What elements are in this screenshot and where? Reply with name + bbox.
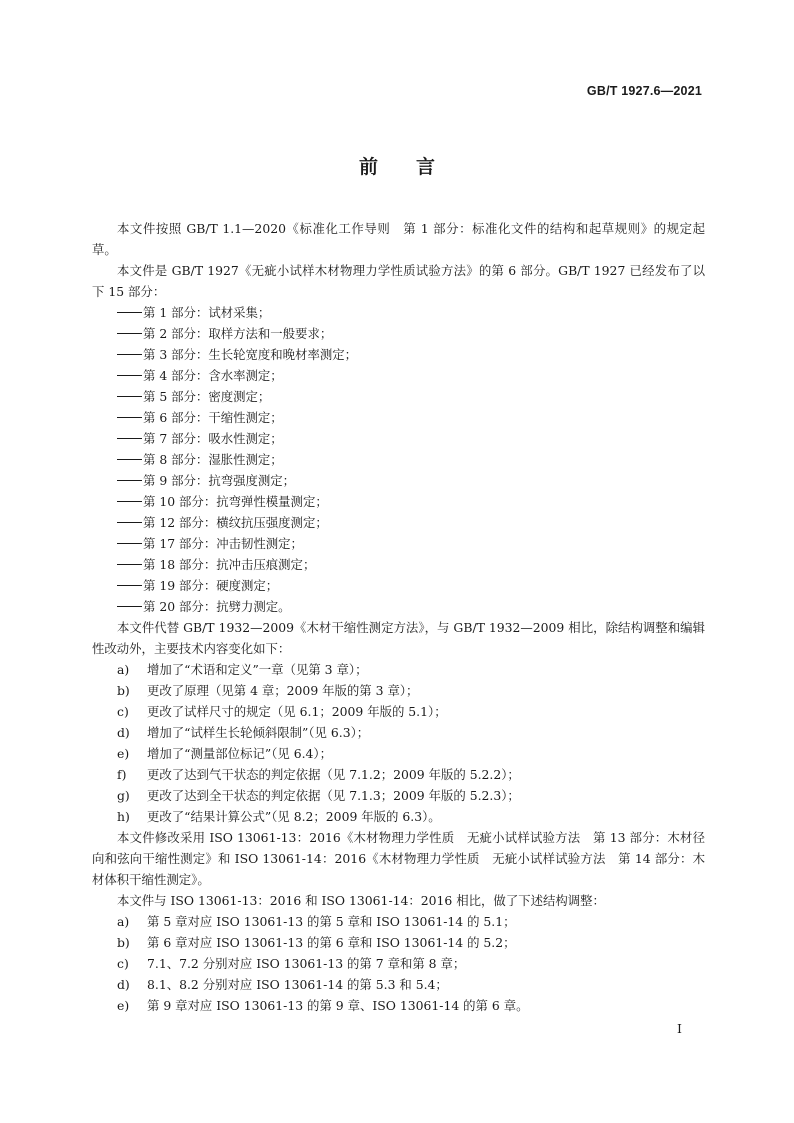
list-item: 第 17 部分：冲击韧性测定；	[92, 533, 705, 554]
list-item: 第 10 部分：抗弯弹性模量测定；	[92, 491, 705, 512]
list-item: a) 增加了“术语和定义”一章（见第 3 章）；	[117, 662, 368, 677]
paragraph-iso-adoption: 本文件修改采用 ISO 13061-13：2016《木材物理力学性质 无疵小试样试验方法 第 13 部分：木材径向和弦向干缩性测定》和 ISO 13061-14：2016《木材物理力学性质 无疵小试样试验方法 第 14 部分：木材体积干缩性测定》。	[92, 830, 705, 887]
list-item: 第 7 部分：吸水性测定；	[92, 428, 705, 449]
changes-list	[92, 659, 705, 827]
paragraph-replaces: 本文件代替 GB/T 1932—2009《木材干缩性测定方法》，与 GB/T 1932—2009 相比，除结构调整和编辑性改动外，主要技术内容变化如下：	[92, 620, 705, 656]
list-item: b) 更改了原理（见第 4 章；2009 年版的第 3 章）；	[117, 683, 419, 698]
paragraph-structure-adjustments: 本文件与 ISO 13061-13：2016 和 ISO 13061-14：2016 相比，做了下述结构调整：	[117, 893, 605, 908]
list-item: 第 1 部分：试材采集；	[92, 302, 705, 323]
list-item: 第 18 部分：抗冲击压痕测定；	[92, 554, 705, 575]
list-item: e) 第 9 章对应 ISO 13061-13 的第 9 章、ISO 13061-14 的第 6 章。	[117, 998, 529, 1013]
document-body	[92, 218, 705, 1016]
list-item: c) 更改了试样尺寸的规定（见 6.1；2009 年版的 5.1）；	[117, 704, 447, 719]
list-item: g) 更改了达到全干状态的判定依据（见 7.1.3；2009 年版的 5.2.3）；	[117, 788, 520, 803]
list-item: d) 增加了“试样生长轮倾斜限制”（见 6.3）；	[117, 725, 370, 740]
list-item: 第 12 部分：横纹抗压强度测定；	[92, 512, 705, 533]
list-item: 第 8 部分：湿胀性测定；	[92, 449, 705, 470]
list-item: 第 4 部分：含水率测定；	[92, 365, 705, 386]
list-item: 第 6 部分：干缩性测定；	[92, 407, 705, 428]
list-item: a) 第 5 章对应 ISO 13061-13 的第 5 章和 ISO 13061-14 的 5.1；	[117, 914, 516, 929]
list-item: c) 7.1、7.2 分别对应 ISO 13061-13 的第 7 章和第 8 章；	[117, 956, 466, 971]
page-title	[0, 152, 794, 179]
list-item: f) 更改了达到气干状态的判定依据（见 7.1.2；2009 年版的 5.2.2）；	[117, 767, 520, 782]
list-item: b) 第 6 章对应 ISO 13061-13 的第 6 章和 ISO 13061-14 的 5.2；	[117, 935, 516, 950]
list-item: 第 19 部分：硬度测定；	[92, 575, 705, 596]
parts-list	[92, 302, 705, 617]
page-number: I	[677, 1021, 682, 1036]
title-char-1: 前	[358, 156, 378, 178]
standard-code: GB/T 1927.6—2021	[586, 84, 702, 98]
list-item: d) 8.1、8.2 分别对应 ISO 13061-14 的第 5.3 和 5.4；	[117, 977, 448, 992]
paragraph-drafting-rules: 本文件按照 GB/T 1.1—2020《标准化工作导则 第 1 部分：标准化文件的结构和起草规则》的规定起草。	[92, 221, 705, 257]
list-item: 第 9 部分：抗弯强度测定；	[92, 470, 705, 491]
list-item: 第 2 部分：取样方法和一般要求；	[92, 323, 705, 344]
list-item: 第 20 部分：抗劈力测定。	[92, 596, 705, 617]
list-item: 第 5 部分：密度测定；	[92, 386, 705, 407]
paragraph-part-of-series: 本文件是 GB/T 1927《无疵小试样木材物理力学性质试验方法》的第 6 部分。GB/T 1927 已经发布了以下 15 部分：	[92, 263, 705, 299]
title-char-2: 言	[416, 156, 436, 178]
list-item: h) 更改了“结果计算公式”（见 8.2；2009 年版的 6.3）。	[117, 809, 441, 824]
list-item: 第 3 部分：生长轮宽度和晚材率测定；	[92, 344, 705, 365]
adjustments-list	[92, 911, 705, 1016]
list-item: e) 增加了“测量部位标记”（见 6.4）；	[117, 746, 332, 761]
